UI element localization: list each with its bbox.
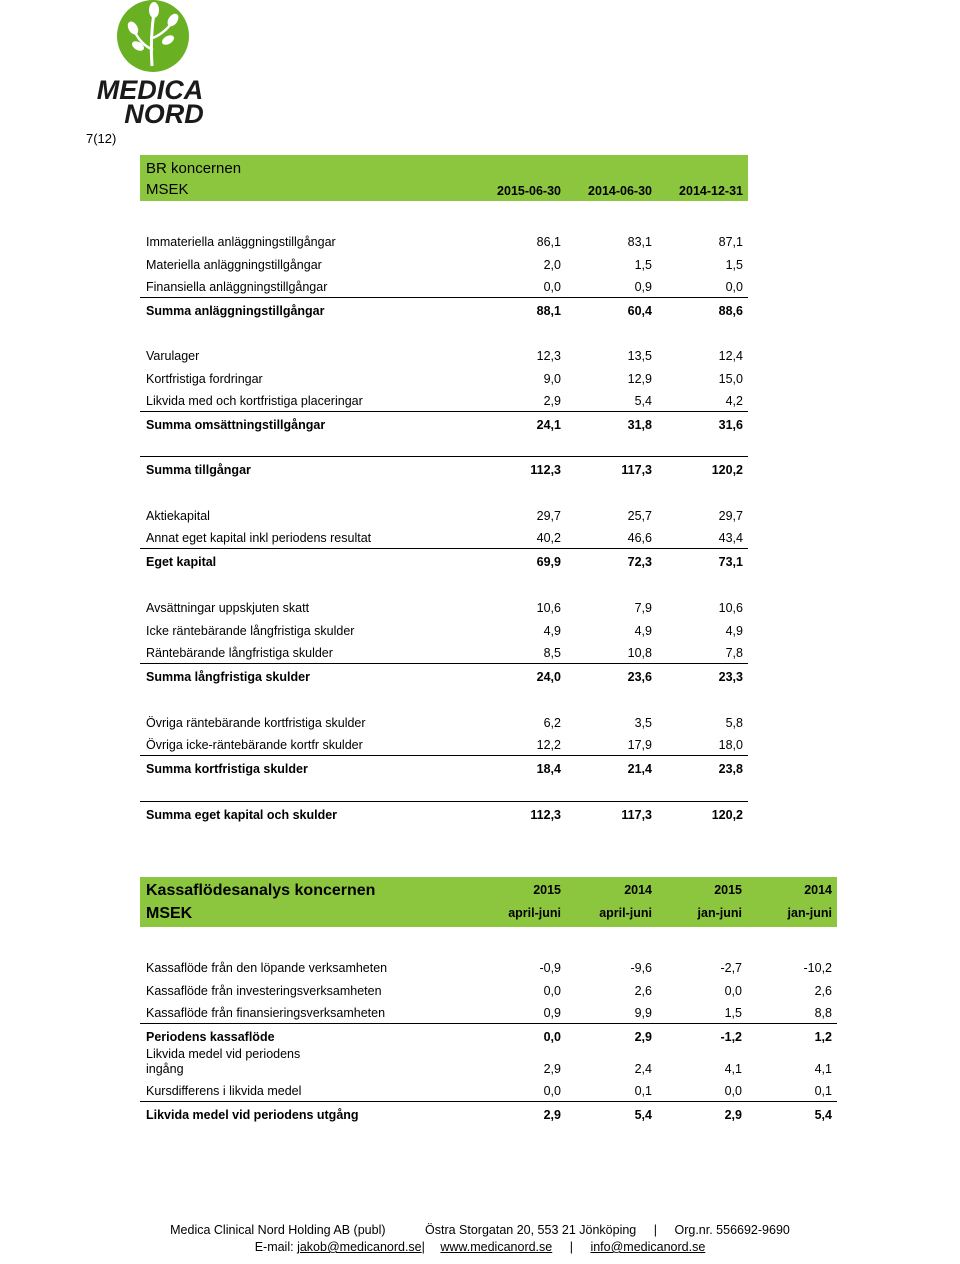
cell-value: 4,1 xyxy=(724,1062,742,1076)
row-label: Räntebärande långfristiga skulder xyxy=(146,646,333,660)
cell-value: 18,4 xyxy=(536,762,561,776)
table-row-total xyxy=(140,802,748,825)
cell-value: 0,0 xyxy=(724,984,742,998)
cell-value: 3,5 xyxy=(634,716,652,730)
row-label-line1: Likvida medel vid periodens xyxy=(146,1047,301,1061)
cell-value: 7,9 xyxy=(634,601,652,615)
cell-value: -2,7 xyxy=(720,961,742,975)
cell-value: 0,1 xyxy=(814,1084,832,1098)
cell-value: 120,2 xyxy=(711,463,743,477)
row-label: Annat eget kapital inkl periodens resultat xyxy=(146,531,372,545)
cell-value: 0,0 xyxy=(543,1084,561,1098)
cell-value: 5,4 xyxy=(634,394,652,408)
page-number: 7(12) xyxy=(86,131,117,146)
row-label: Summa kortfristiga skulder xyxy=(146,762,308,776)
row-label: Avsättningar uppskjuten skatt xyxy=(146,601,310,615)
table-row-total xyxy=(140,1102,837,1125)
cell-value: 2,0 xyxy=(543,258,561,272)
cell-value: 23,3 xyxy=(718,670,743,684)
table-row xyxy=(140,252,748,275)
cell-value: -9,6 xyxy=(630,961,652,975)
table-row xyxy=(140,595,748,618)
period-header: april-juni xyxy=(599,906,652,920)
cell-value: 12,4 xyxy=(718,349,743,363)
footer-separator: | xyxy=(653,1223,657,1237)
table-row xyxy=(140,733,748,756)
cell-value: 9,9 xyxy=(634,1006,652,1020)
cell-value: 88,6 xyxy=(718,304,743,318)
table-row xyxy=(140,1047,837,1079)
cell-value: 10,6 xyxy=(536,601,561,615)
footer-separator: | xyxy=(421,1240,425,1254)
footer-email-label: E-mail: xyxy=(254,1240,294,1254)
cell-value: 120,2 xyxy=(711,808,743,822)
cell-value: 10,6 xyxy=(718,601,743,615)
cell-value: 23,8 xyxy=(718,762,743,776)
cell-value: 5,8 xyxy=(725,716,743,730)
cell-value: 13,5 xyxy=(627,349,652,363)
cell-value: 12,3 xyxy=(536,349,561,363)
table-row xyxy=(140,618,748,641)
table-row-total xyxy=(140,1024,837,1047)
table-row-total xyxy=(140,549,748,572)
cell-value: 2,9 xyxy=(634,1030,652,1044)
cell-value: 23,6 xyxy=(627,670,652,684)
cell-value: 69,9 xyxy=(536,555,561,569)
year-header: 2015 xyxy=(714,883,742,897)
cell-value: 2,9 xyxy=(543,394,561,408)
cell-value: 117,3 xyxy=(621,808,652,822)
cell-value: 1,2 xyxy=(814,1030,832,1044)
cell-value: 112,3 xyxy=(530,463,561,477)
row-label: Icke räntebärande långfristiga skulder xyxy=(146,624,355,638)
cell-value: 0,0 xyxy=(543,280,561,294)
row-label: Kassaflöde från finansieringsverksamheten xyxy=(146,1006,386,1020)
column-header: 2014-12-31 xyxy=(679,184,743,198)
row-label: Varulager xyxy=(146,349,200,363)
row-label: Kursdifferens i likvida medel xyxy=(146,1084,302,1098)
table-row xyxy=(140,978,837,1001)
medica-nord-logo xyxy=(80,0,220,126)
row-label: Finansiella anläggningstillgångar xyxy=(146,280,328,294)
balance-sheet-title: BR koncernen xyxy=(146,160,242,177)
cash-flow-header xyxy=(140,877,837,927)
cell-value: 9,0 xyxy=(543,372,561,386)
row-label: Likvida medel vid periodens utgång xyxy=(146,1108,359,1122)
cell-value: 5,4 xyxy=(814,1108,832,1122)
table-row xyxy=(140,229,748,252)
footer-line-1 xyxy=(0,1223,960,1237)
cell-value: 10,8 xyxy=(627,646,652,660)
year-header: 2014 xyxy=(624,883,652,897)
cell-value: 12,2 xyxy=(536,738,561,752)
row-label: Materiella anläggningstillgångar xyxy=(146,258,322,272)
cell-value: 31,6 xyxy=(718,418,743,432)
website-link[interactable]: www.medicanord.se xyxy=(440,1240,553,1254)
table-row xyxy=(140,343,748,366)
footer-org-number: Org.nr. 556692-9690 xyxy=(674,1223,790,1237)
cell-value: 40,2 xyxy=(536,531,561,545)
cell-value: 4,1 xyxy=(814,1062,832,1076)
row-label: Övriga räntebärande kortfristiga skulder xyxy=(146,716,366,730)
cell-value: -10,2 xyxy=(803,961,832,975)
cell-value: 18,0 xyxy=(718,738,743,752)
table-row-total xyxy=(140,298,748,321)
info-email-link[interactable]: info@medicanord.se xyxy=(590,1240,706,1254)
cell-value: 0,0 xyxy=(724,1084,742,1098)
row-label: Summa tillgångar xyxy=(146,463,251,477)
logo-graphic xyxy=(80,0,220,126)
cell-value: 29,7 xyxy=(536,509,561,523)
cell-value: 86,1 xyxy=(536,235,561,249)
cell-value: 1,5 xyxy=(634,258,652,272)
cell-value: 2,9 xyxy=(724,1108,742,1122)
period-header: jan-juni xyxy=(787,906,832,920)
cell-value: 43,4 xyxy=(718,531,743,545)
column-header: 2015-06-30 xyxy=(497,184,561,198)
cell-value: 88,1 xyxy=(536,304,561,318)
cell-value: 5,4 xyxy=(634,1108,652,1122)
table-row xyxy=(140,1079,837,1102)
cell-value: 87,1 xyxy=(718,235,743,249)
cell-value: 112,3 xyxy=(530,808,561,822)
row-label: Eget kapital xyxy=(146,555,217,569)
period-header: april-juni xyxy=(508,906,561,920)
cell-value: 4,9 xyxy=(634,624,652,638)
row-label: Aktiekapital xyxy=(146,509,210,523)
table-row xyxy=(140,955,837,978)
cell-value: 1,5 xyxy=(725,258,743,272)
cell-value: 2,6 xyxy=(634,984,652,998)
row-label: Summa långfristiga skulder xyxy=(146,670,310,684)
cell-value: 0,0 xyxy=(725,280,743,294)
divider xyxy=(140,779,748,802)
row-label-line2: ingång xyxy=(146,1062,184,1076)
table-row-total xyxy=(140,412,748,435)
cell-value: 0,0 xyxy=(543,1030,561,1044)
cell-value: -1,2 xyxy=(720,1030,742,1044)
table-row xyxy=(140,641,748,664)
balance-sheet-unit: MSEK xyxy=(146,181,189,198)
year-header: 2014 xyxy=(804,883,832,897)
table-row xyxy=(140,389,748,412)
table-row xyxy=(140,710,748,733)
table-row-total xyxy=(140,756,748,779)
row-label: Kassaflöde från den löpande verksamheten xyxy=(146,961,388,975)
cell-value: 24,0 xyxy=(536,670,561,684)
cell-value: 8,5 xyxy=(543,646,561,660)
cell-value: 60,4 xyxy=(627,304,652,318)
cash-flow-unit: MSEK xyxy=(146,905,193,922)
cell-value: 15,0 xyxy=(718,372,743,386)
cell-value: 4,2 xyxy=(725,394,743,408)
cell-value: 2,9 xyxy=(543,1062,561,1076)
row-label: Kortfristiga fordringar xyxy=(146,372,263,386)
cell-value: 46,6 xyxy=(627,531,652,545)
footer-line-2 xyxy=(0,1240,960,1254)
cell-value: 7,8 xyxy=(725,646,743,660)
row-label: Kassaflöde från investeringsverksamheten xyxy=(146,984,382,998)
logo-text-nord: NORD xyxy=(124,99,204,126)
period-header: jan-juni xyxy=(697,906,742,920)
year-header: 2015 xyxy=(533,883,561,897)
cell-value: 24,1 xyxy=(536,418,561,432)
cell-value: 0,1 xyxy=(634,1084,652,1098)
cell-value: 8,8 xyxy=(814,1006,832,1020)
row-label: Övriga icke-räntebärande kortfr skulder xyxy=(146,738,363,752)
cell-value: 0,9 xyxy=(634,280,652,294)
cell-value: 2,9 xyxy=(543,1108,561,1122)
cell-value: -0,9 xyxy=(539,961,561,975)
balance-sheet-table xyxy=(140,155,748,825)
cell-value: 1,5 xyxy=(724,1006,742,1020)
cell-value: 17,9 xyxy=(627,738,652,752)
cell-value: 4,9 xyxy=(725,624,743,638)
cell-value: 29,7 xyxy=(718,509,743,523)
balance-sheet-header xyxy=(140,155,748,201)
row-label: Summa eget kapital och skulder xyxy=(146,808,338,822)
footer-separator: | xyxy=(569,1240,573,1254)
column-header: 2014-06-30 xyxy=(588,184,652,198)
divider xyxy=(140,435,748,457)
table-row xyxy=(140,503,748,526)
footer-company: Medica Clinical Nord Holding AB (publ) xyxy=(170,1223,386,1237)
row-label: Summa omsättningstillgångar xyxy=(146,418,326,432)
cell-value: 117,3 xyxy=(621,463,652,477)
cell-value: 31,8 xyxy=(627,418,652,432)
table-row xyxy=(140,526,748,549)
cash-flow-table xyxy=(140,877,837,1125)
table-row-total xyxy=(140,664,748,687)
email-link[interactable]: jakob@medicanord.se xyxy=(297,1240,422,1254)
logo-text-medica: MEDICA xyxy=(96,75,204,105)
cell-value: 6,2 xyxy=(543,716,561,730)
table-row xyxy=(140,275,748,298)
cell-value: 0,9 xyxy=(543,1006,561,1020)
cell-value: 72,3 xyxy=(627,555,652,569)
table-row-total xyxy=(140,457,748,480)
cell-value: 2,4 xyxy=(634,1062,652,1076)
row-label: Periodens kassaflöde xyxy=(146,1030,275,1044)
row-label: Summa anläggningstillgångar xyxy=(146,304,325,318)
cell-value: 2,6 xyxy=(814,984,832,998)
table-row xyxy=(140,1001,837,1024)
cell-value: 4,9 xyxy=(543,624,561,638)
cash-flow-title: Kassaflödesanalys koncernen xyxy=(146,882,376,899)
footer-address: Östra Storgatan 20, 553 21 Jönköping xyxy=(425,1223,637,1237)
cell-value: 21,4 xyxy=(627,762,652,776)
cell-value: 73,1 xyxy=(718,555,743,569)
cell-value: 12,9 xyxy=(627,372,652,386)
cell-value: 0,0 xyxy=(543,984,561,998)
cell-value: 25,7 xyxy=(627,509,652,523)
table-row xyxy=(140,366,748,389)
row-label: Likvida med och kortfristiga placeringar xyxy=(146,394,363,408)
row-label: Immateriella anläggningstillgångar xyxy=(146,235,336,249)
cell-value: 83,1 xyxy=(627,235,652,249)
